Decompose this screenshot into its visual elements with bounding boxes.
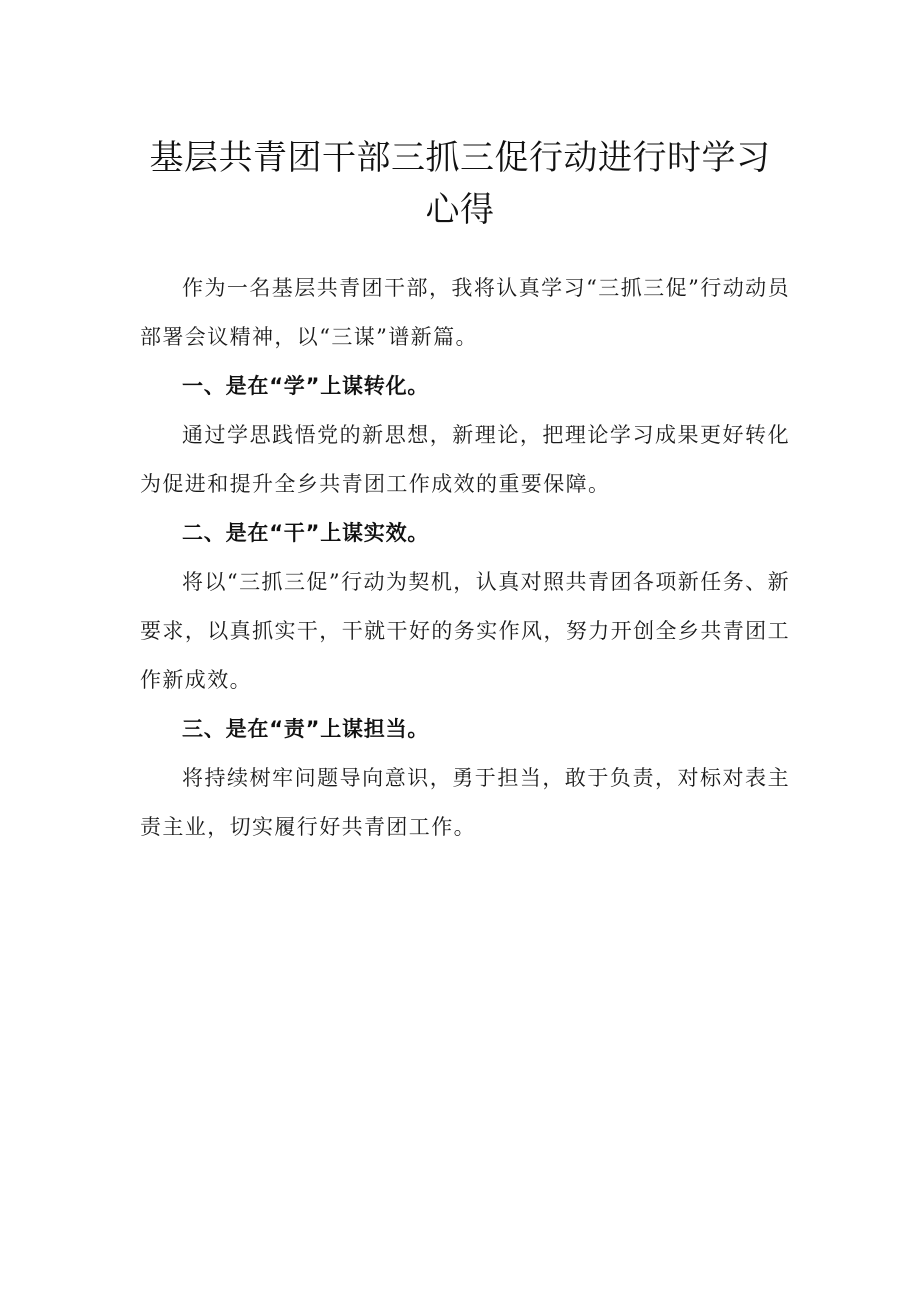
title-line-1: 基层共青团干部三抓三促行动进行时学习 (149, 138, 771, 178)
document-body (140, 264, 790, 852)
section-heading-2: 二、是在“干”上谋实效。 (182, 521, 430, 545)
section-paragraph-1: 通过学思践悟党的新思想，新理论，把理论学习成果更好转化为促进和提升全乡共青团工作成效的重要保障。 (140, 423, 790, 496)
intro-paragraph: 作为一名基层共青团干部，我将认真学习“三抓三促”行动动员部署会议精神，以“三谋”谱新篇。 (140, 276, 790, 349)
title-line-2: 心得 (425, 190, 495, 230)
section-paragraph-2: 将以“三抓三促”行动为契机，认真对照共青团各项新任务、新要求，以真抓实干，干就干好的务实作风，努力开创全乡共青团工作新成效。 (140, 570, 790, 692)
section-heading-1: 一、是在“学”上谋转化。 (182, 374, 430, 398)
section-paragraph-3: 将持续树牢问题导向意识，勇于担当，敢于负责，对标对表主责主业，切实履行好共青团工作。 (140, 766, 790, 839)
document-title (100, 132, 820, 236)
section-heading-3: 三、是在“责”上谋担当。 (182, 717, 430, 741)
